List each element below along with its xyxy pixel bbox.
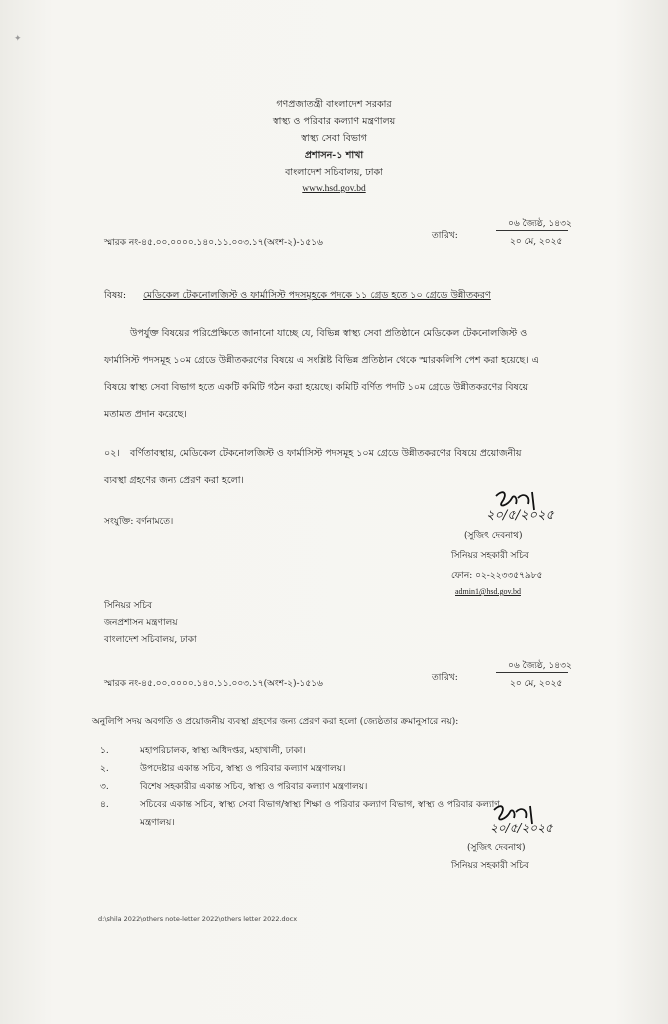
recipient-line: বাংলাদেশ সচিবালয়, ঢাকা	[104, 635, 197, 645]
date-label: তারিখ:	[432, 231, 458, 241]
copy-intro: অনুলিপি সদয় অবগতি ও প্রয়োজনীয় ব্যবস্থা গ্রহণের জন্য প্রেরণ করা হলো (জ্যেষ্ঠতার ক্রমানুসারে নয়):	[92, 717, 459, 727]
signature-2-designation: সিনিয়র সহকারী সচিব	[451, 861, 529, 871]
paragraph-2-number: ০২।	[104, 448, 120, 459]
file-path-footer: d:\shila 2022\others note-letter 2022\others letter 2022.docx	[98, 915, 298, 923]
date-bangla-2: ০৬ জ্যৈষ্ঠ, ১৪৩২	[508, 661, 572, 671]
paragraph-1	[104, 320, 594, 428]
header-line-govt: গণপ্রজাতন্ত্রী বাংলাদেশ সরকার	[276, 99, 392, 110]
date-bangla: ০৬ জ্যৈষ্ঠ, ১৪৩২	[508, 219, 572, 229]
recipient-line: জনপ্রশাসন মন্ত্রণালয়	[104, 618, 178, 628]
letterhead	[0, 96, 668, 198]
list-item	[100, 778, 367, 796]
date-divider	[496, 230, 568, 231]
list-item	[100, 760, 345, 778]
list-number: ৩.	[100, 782, 109, 792]
header-website: www.hsd.gov.bd	[302, 184, 366, 194]
list-number: ২.	[100, 764, 109, 774]
header-line-branch: প্রশাসন-১ শাখা	[304, 150, 364, 161]
list-number: ৪.	[100, 800, 109, 810]
list-number: ১.	[100, 746, 109, 756]
list-text: বিশেষ সহকারীর একান্ত সচিব, স্বাস্থ্য ও পরিবার কল্যাণ মন্ত্রণালয়।	[140, 782, 368, 792]
date-label-2: তারিখ:	[432, 673, 458, 683]
header-line-division: স্বাস্থ্য সেবা বিভাগ	[301, 133, 367, 144]
memo-number-2: স্মারক নং-৪৫.০০.০০০০.১৪০.১১.০০৩.১৭(অংশ-২)-১৫১৬	[104, 679, 323, 689]
signature-1-email: admin1@hsd.gov.bd	[455, 587, 521, 596]
list-item	[100, 796, 500, 814]
list-item-continuation: মন্ত্রণালয়।	[140, 818, 175, 828]
list-text: উপদেষ্টার একান্ত সচিব, স্বাস্থ্য ও পরিবার কল্যাণ মন্ত্রণালয়।	[140, 764, 346, 774]
paragraph-1-line: মতামত প্রদান করেছে।	[104, 409, 187, 420]
header-line-address: বাংলাদেশ সচিবালয়, ঢাকা	[285, 167, 383, 178]
recipient-block	[104, 598, 197, 649]
list-text: মহাপরিচালক, স্বাস্থ্য অধিদপ্তর, মহাখালী, ঢাকা।	[140, 746, 306, 756]
date-gregorian-2: ২০ মে, ২০২৫	[510, 679, 563, 689]
paragraph-1-line: উপর্যুক্ত বিষয়ের পরিপ্রেক্ষিতে জানানো যাচ্ছে যে, বিভিন্ন স্বাস্থ্য সেবা প্রতিষ্ঠানে মেডিকেল টেকনোলজিস্ট ও	[130, 328, 528, 339]
date-divider-2	[496, 672, 568, 673]
paragraph-2-line: বর্ণিতাবস্থায়, মেডিকেল টেকনোলজিস্ট ও ফার্মাসিস্ট পদসমূহ ১০ম গ্রেডে উন্নীতকরণের বিষয়ে প্রয়োজনীয়	[130, 448, 522, 459]
paragraph-1-line: ফার্মাসিস্ট পদসমূহ ১০ম গ্রেডে উন্নীতকরণের বিষয়ে এ সংশ্লিষ্ট বিভিন্ন প্রতিষ্ঠান থেকে স্মারকলিপি পেশ করা হয়েছে। এ	[104, 355, 539, 366]
signature-1-date: ২০/৫/২০২৫	[486, 508, 554, 523]
paragraph-1-line: বিষয়ে স্বাস্থ্য সেবা বিভাগ হতে একটি কমিটি গঠন করা হয়েছে। কমিটি বর্ণিত পদটি ১০ম গ্রেডে উন্নীতকরণের বিষয়ে	[104, 382, 529, 393]
enclosure-note: সংযুক্তি: বর্ণনামতে।	[104, 517, 174, 527]
signature-1-name: (সুজিৎ দেবনাথ)	[464, 531, 523, 541]
signature-1-phone: ফোন: ০২-২২৩৩৫৭৯৮৫	[451, 571, 543, 581]
subject-text: মেডিকেল টেকনোলজিস্ট ও ফার্মাসিস্ট পদসমূহকে পদকে ১১ গ্রেড হতে ১০ গ্রেডে উন্নীতকরণ	[143, 290, 491, 301]
date-gregorian: ২০ মে, ২০২৫	[510, 237, 563, 247]
subject-label: বিষয়:	[104, 290, 127, 301]
paragraph-2-line: ব্যবস্থা গ্রহণের জন্য প্রেরণ করা হলো।	[104, 475, 244, 486]
recipient-line: সিনিয়র সচিব	[104, 601, 152, 611]
list-text: সচিবের একান্ত সচিব, স্বাস্থ্য সেবা বিভাগ/স্বাস্থ্য শিক্ষা ও পরিবার কল্যাণ বিভাগ, স্বাস্থ্য ও পরিবার কল্যাণ	[140, 800, 500, 810]
scan-mark: ✦	[14, 34, 22, 44]
list-item	[100, 742, 306, 760]
signature-2-date: ২০/৫/২০২৫	[490, 821, 553, 835]
memo-number: স্মারক নং-৪৫.০০.০০০০.১৪০.১১.০০৩.১৭(অংশ-২)-১৫১৬	[104, 238, 323, 248]
signature-1-designation: সিনিয়র সহকারী সচিব	[451, 551, 529, 561]
signature-2-name: (সুজিৎ দেবনাথ)	[467, 843, 526, 853]
header-line-ministry: স্বাস্থ্য ও পরিবার কল্যাণ মন্ত্রণালয়	[272, 116, 396, 127]
